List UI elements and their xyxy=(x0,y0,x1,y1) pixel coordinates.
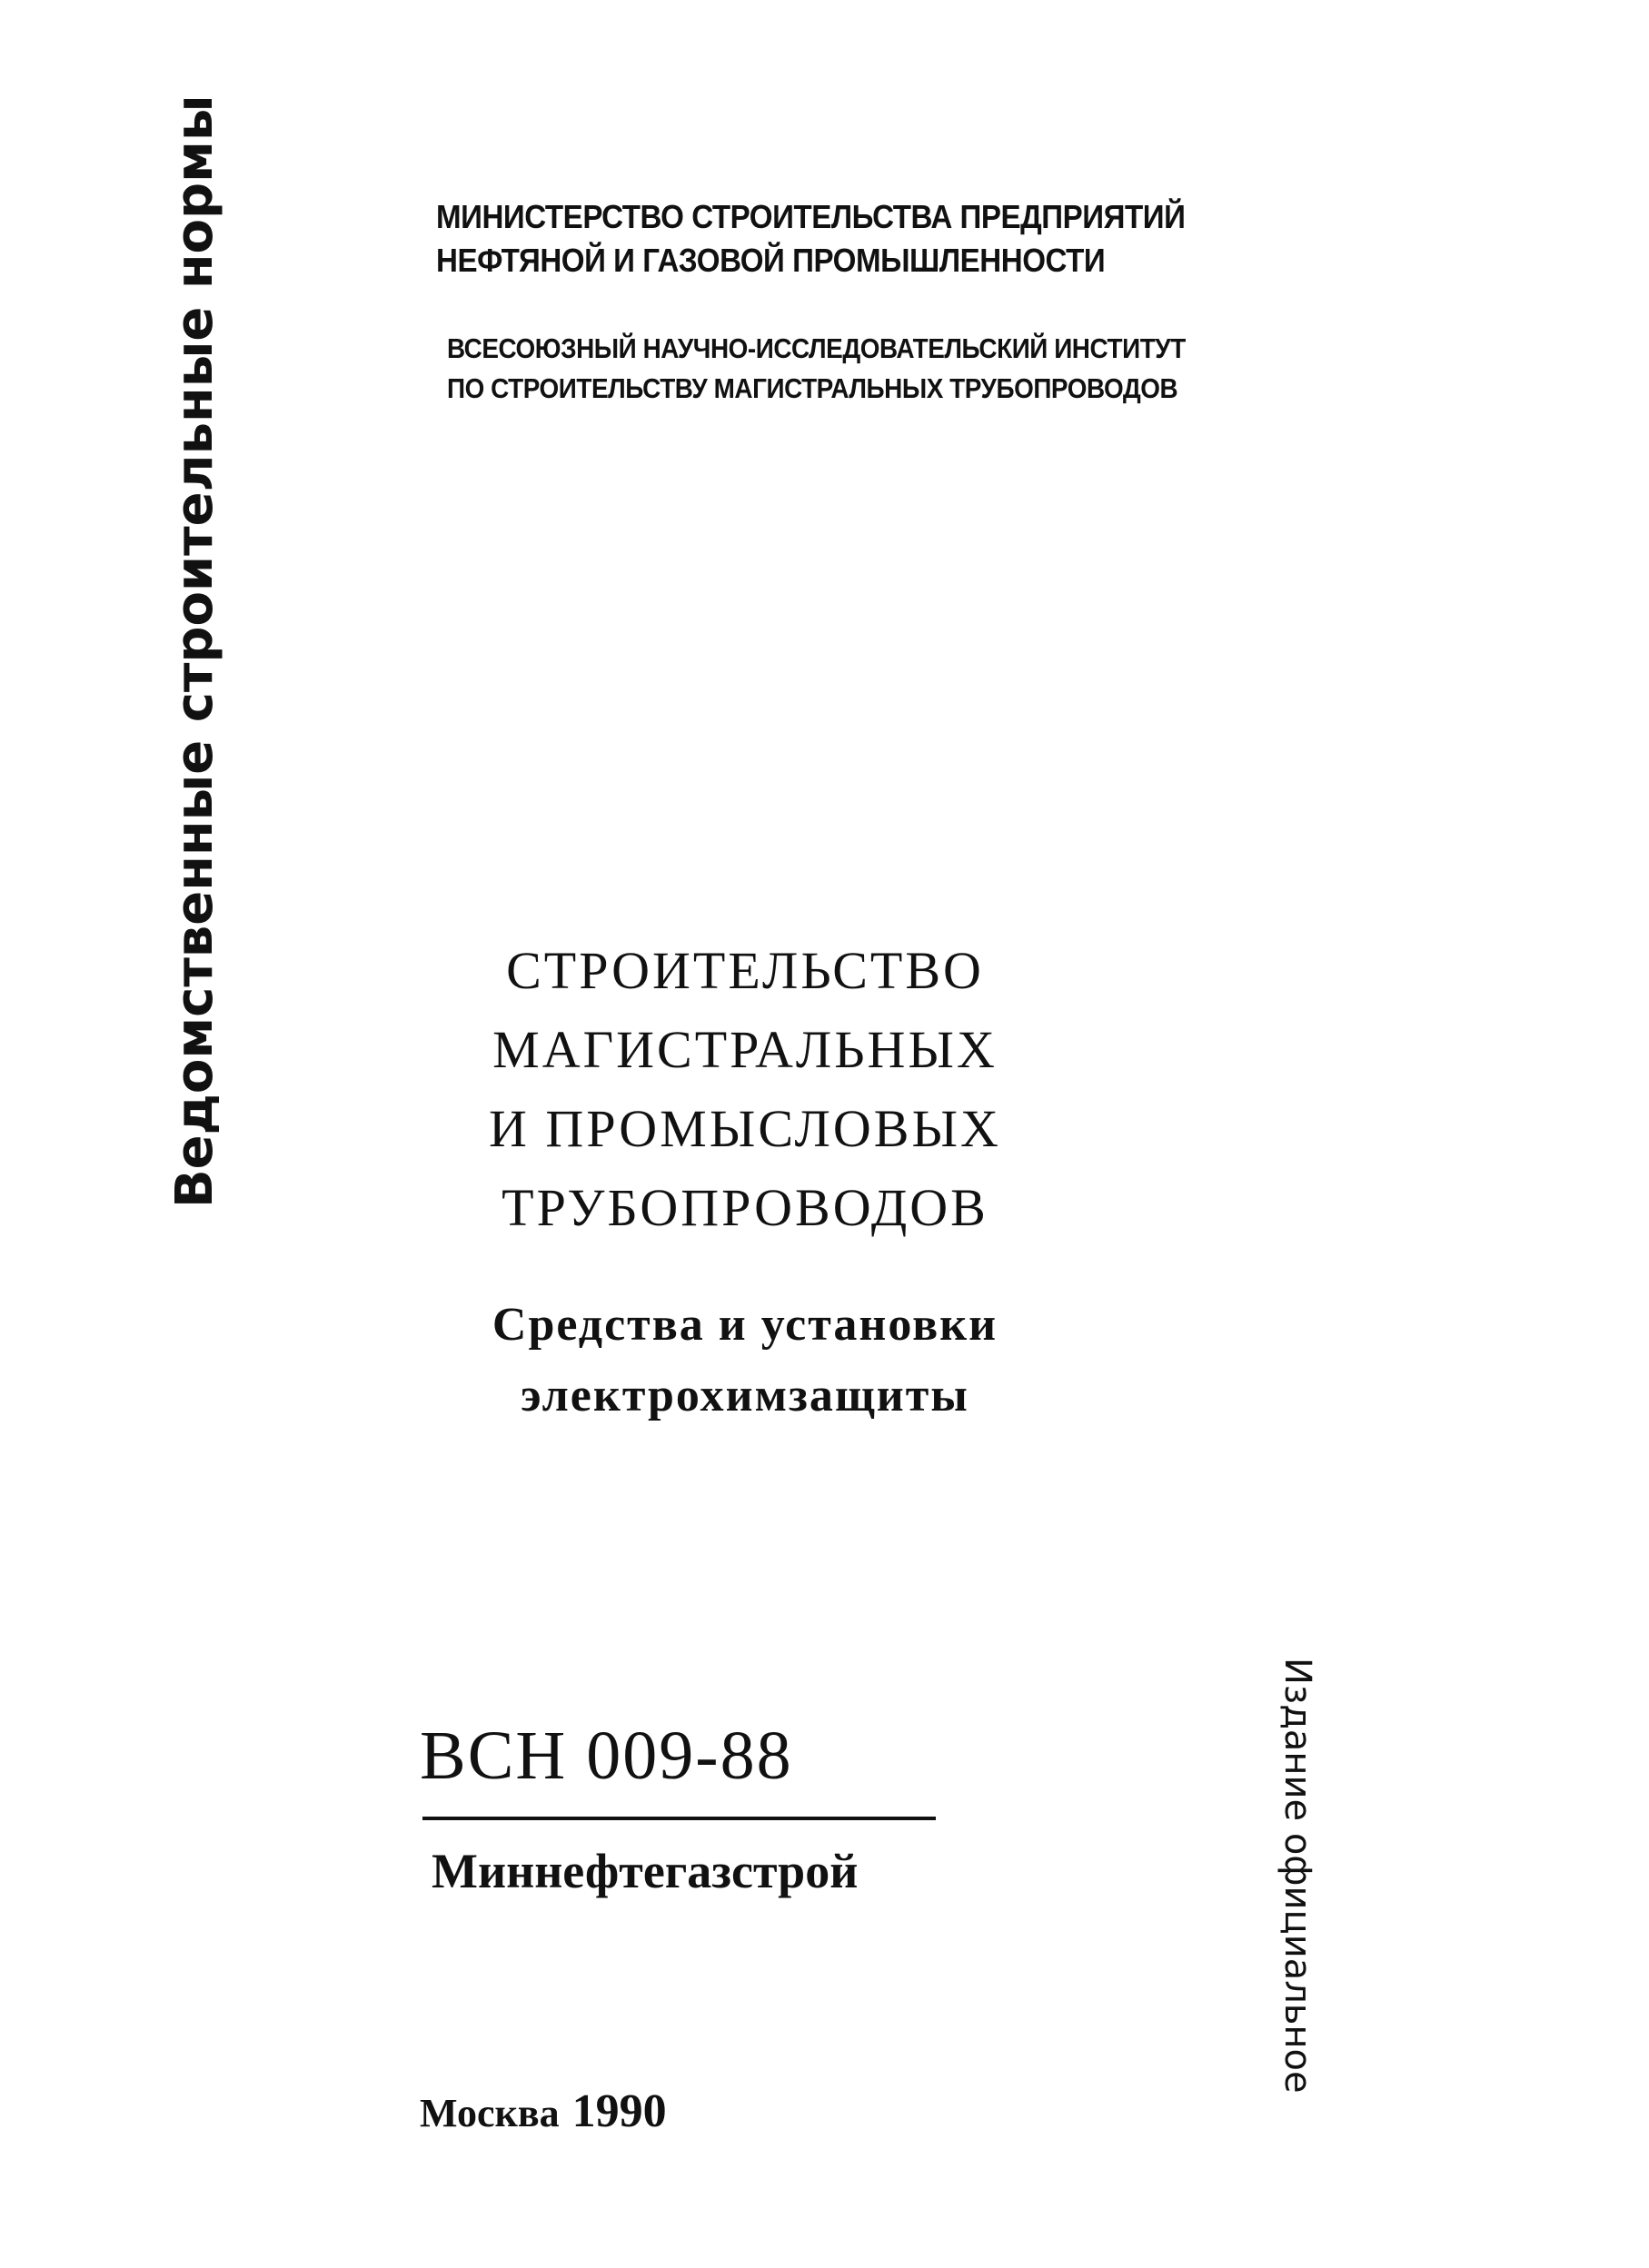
subtitle-line-2: электрохимзащиты xyxy=(521,1370,969,1421)
title-line-3: И ПРОМЫСЛОВЫХ xyxy=(489,1099,1001,1158)
ministry-line-1: МИНИСТЕРСТВО СТРОИТЕЛЬСТВА ПРЕДПРИЯТИЙ xyxy=(436,198,1186,235)
document-subtitle xyxy=(418,1290,1072,1431)
imprint-year: 1990 xyxy=(571,2085,667,2137)
institute-line-1: ВСЕСОЮЗНЫЙ НАУЧНО-ИССЛЕДОВАТЕЛЬСКИЙ ИНСТИТУТ xyxy=(447,332,1186,364)
title-line-1: СТРОИТЕЛЬСТВО xyxy=(506,941,984,1000)
ministry-line-2: НЕФТЯНОЙ И ГАЗОВОЙ ПРОМЫШЛЕННОСТИ xyxy=(436,242,1106,279)
document-code: ВСН 009-88 xyxy=(420,1718,793,1794)
official-edition-label: Издание официальное xyxy=(1276,1658,1318,2094)
institute-header xyxy=(447,329,1186,409)
ministry-header xyxy=(436,195,1186,282)
issuing-organization: Миннефтегазстрой xyxy=(432,1844,859,1898)
divider-rule xyxy=(422,1817,936,1820)
title-line-2: МАГИСТРАЛЬНЫХ xyxy=(492,1020,998,1079)
institute-line-2: ПО СТРОИТЕЛЬСТВУ МАГИСТРАЛЬНЫХ ТРУБОПРОВОДОВ xyxy=(447,372,1178,404)
imprint xyxy=(420,2080,667,2145)
title-line-4: ТРУБОПРОВОДОВ xyxy=(502,1178,988,1237)
series-label-vertical: Ведомственные строительные нормы xyxy=(165,94,224,1208)
subtitle-line-1: Средства и установки xyxy=(492,1299,998,1351)
document-title xyxy=(418,931,1072,1247)
imprint-city: Москва xyxy=(420,2091,560,2135)
